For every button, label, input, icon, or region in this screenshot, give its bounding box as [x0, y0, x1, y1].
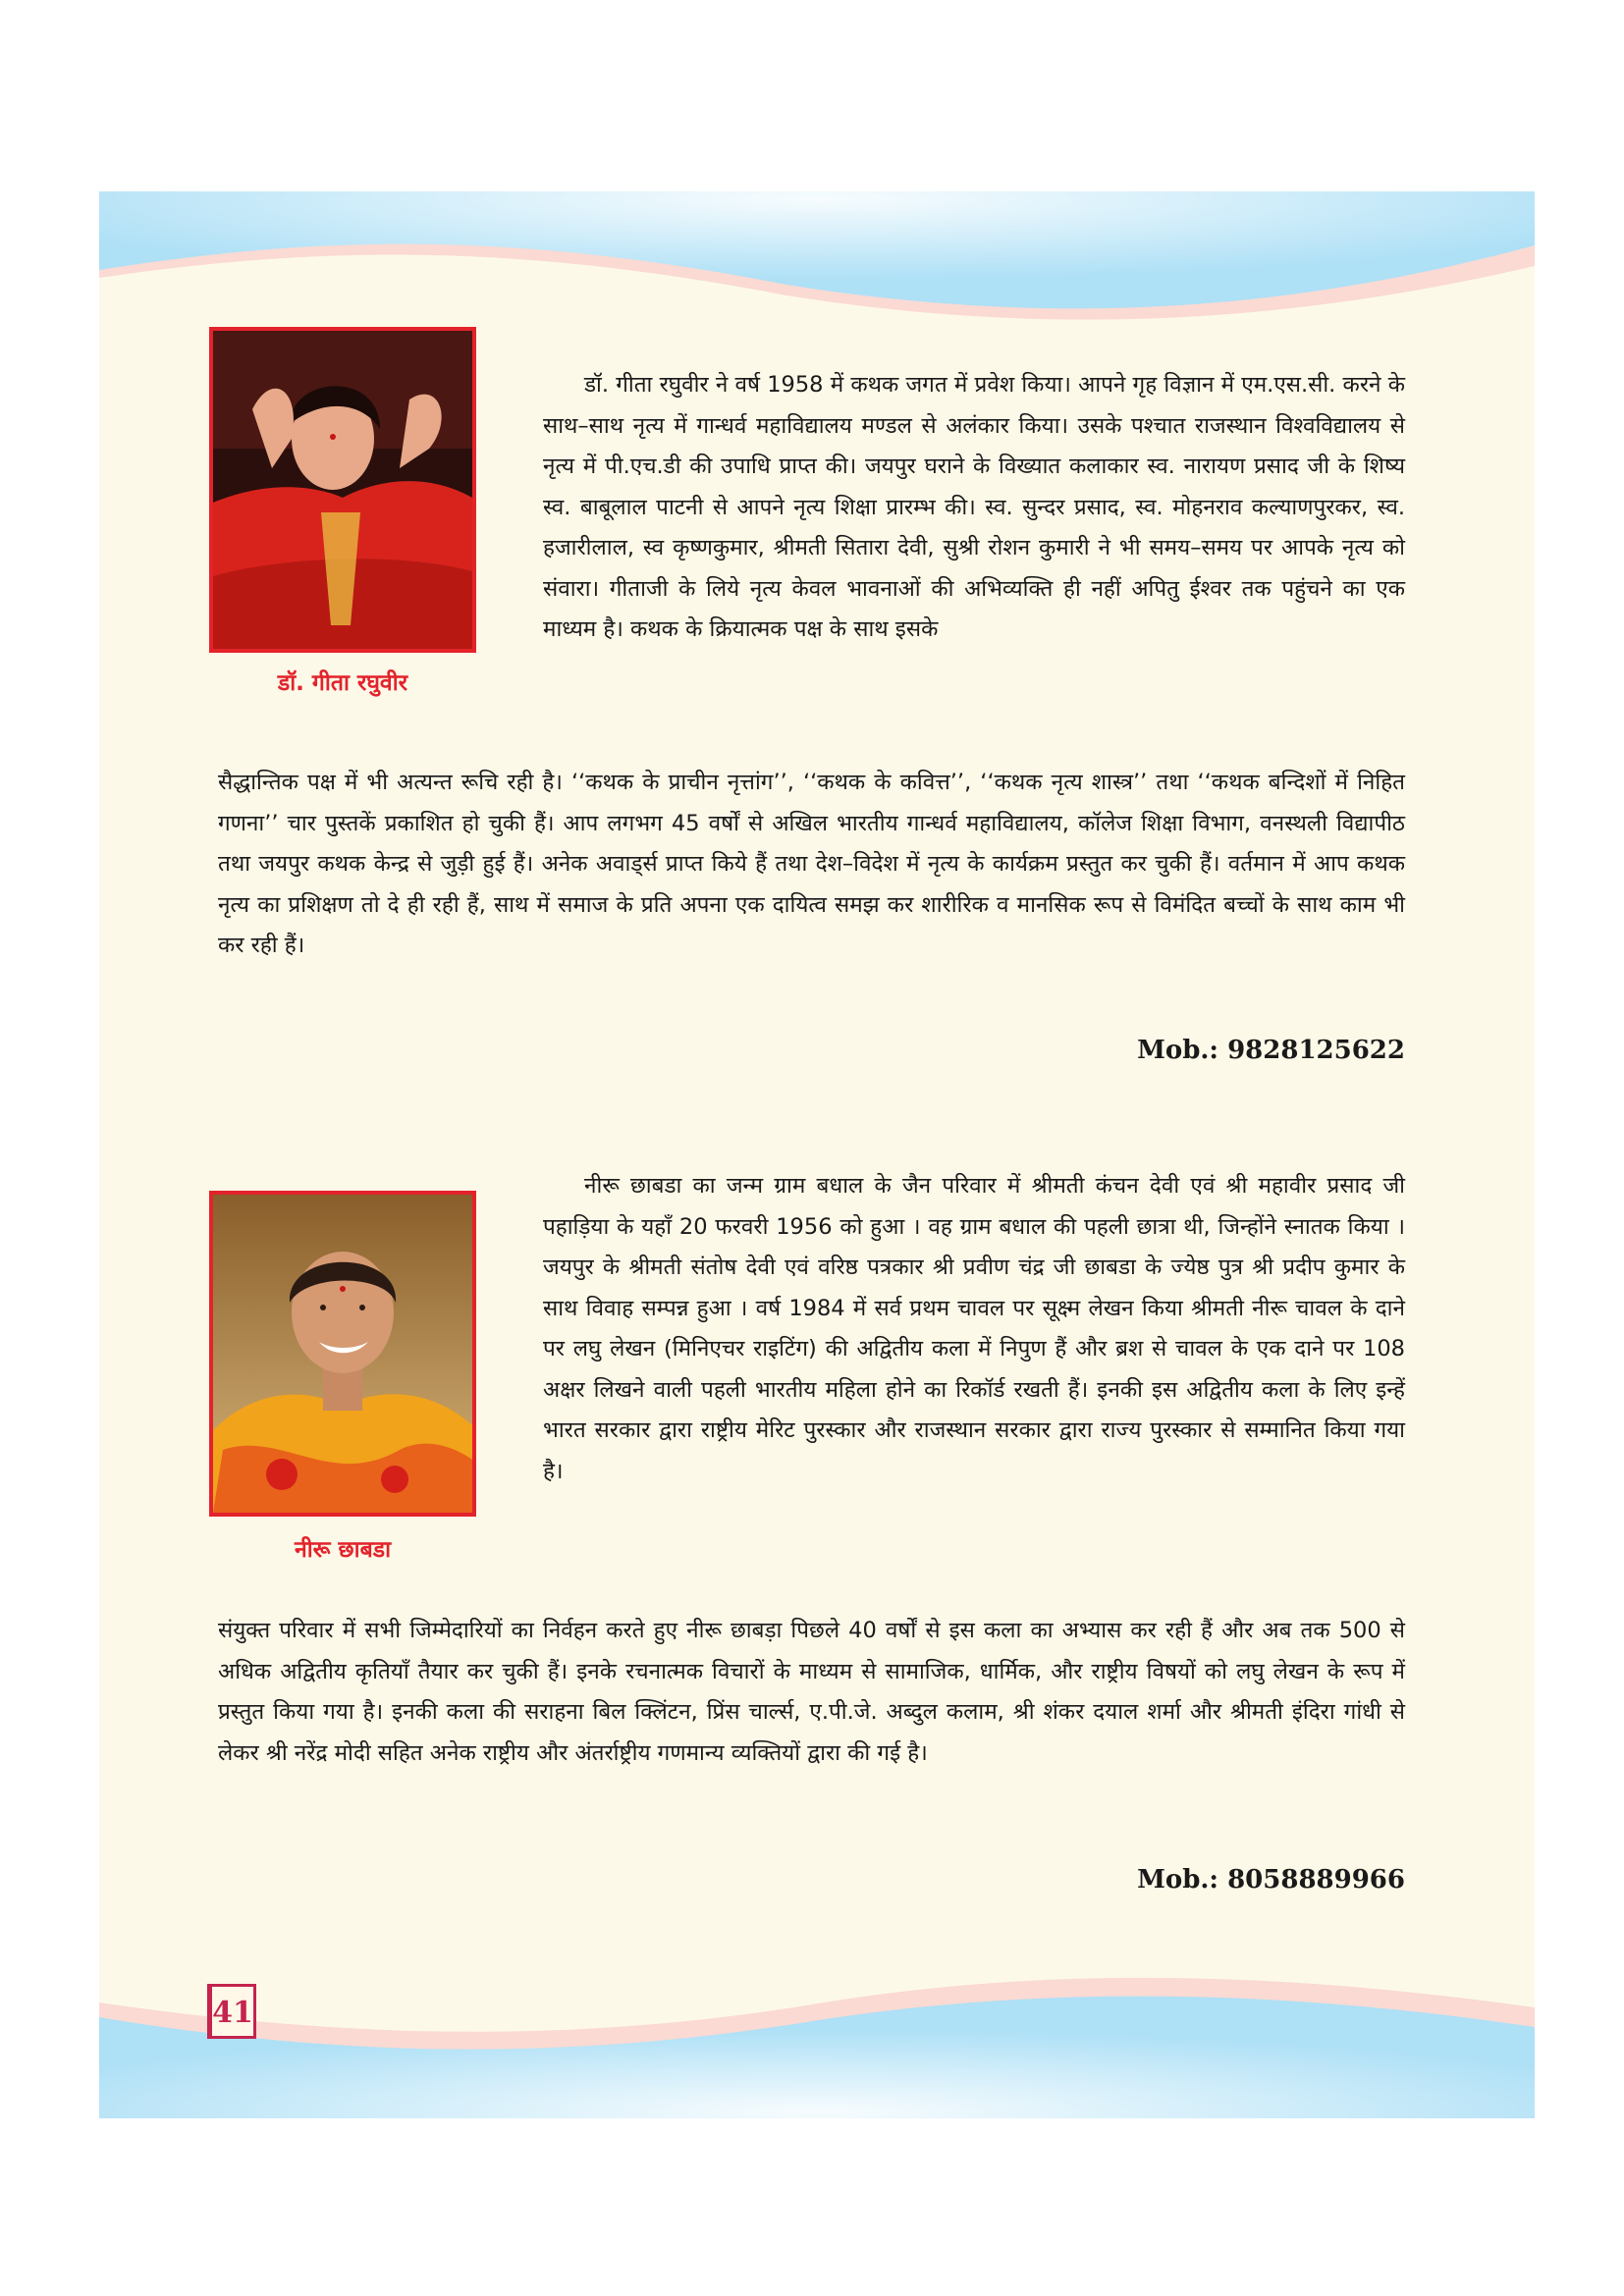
portrait-photo-2 [209, 1191, 476, 1517]
portrait-caption-1: डॉ. गीता रघुवीर [277, 670, 408, 696]
mobile-number-2: Mob.: 8058889966 [1137, 1865, 1405, 1895]
page-number: 41 [207, 1984, 256, 2039]
dancer-photo-icon [213, 331, 472, 649]
woman-portrait-icon [213, 1195, 472, 1513]
bio-paragraph-1-bottom: सैद्धान्तिक पक्ष में भी अत्यन्त रूचि रही है। ‘‘कथक के प्राचीन नृत्तांग’’, ‘‘कथक के कवित्त’’, ‘‘कथक नृत्य शास्त्र’’ तथा ‘‘कथक बन्दिशों में निहित गणना’’ चार पुस्तकें प्रकाशित हो चुकी हैं। आप लगभग 45 वर्षों से अखिल भारतीय गान्धर्व महाविद्यालय, कॉलेज शिक्षा विभाग, वनस्थली विद्यापीठ तथा जयपुर कथक केन्द्र से जुड़ी हुई हैं। अनेक अवाड्‌र्स प्राप्त किये हैं तथा देश–विदेश में नृत्य के कार्यक्रम प्रस्तुत कर चुकी हैं। वर्तमान में आप कथक नृत्य का प्रशिक्षण तो दे ही रही हैं, साथ में समाज के प्रति अपना एक दायित्व समझ कर शारीरिक व मानसिक रूप से विमंदित बच्चों के साथ काम भी कर रही हैं। [218, 770, 1405, 958]
bio-paragraph-1-top: डॉ. गीता रघुवीर ने वर्ष 1958 में कथक जगत में प्रवेश किया। आपने गृह विज्ञान में एम.एस.सी. करने के साथ–साथ नृत्य में गान्धर्व महाविद्यालय मण्डल से अलंकार किया। उसके पश्चात राजस्थान विश्वविद्यालय से नृत्य में पी.एच.डी की उपाधि प्राप्त की। जयपुर घराने के विख्यात कलाकार स्व. नारायण प्रसाद जी के शिष्य स्व. बाबूलाल पाटनी से आपने नृत्य शिक्षा प्रारम्भ की। स्व. सुन्दर प्रसाद, स्व. मोहनराव कल्याणपुरकर, स्व. हजारीलाल, स्व कृष्णकुमार, श्रीमती सितारा देवी, सुश्री रोशन कुमारी ने भी समय–समय पर आपके नृत्य को संवारा। गीताजी के लिये नृत्य केवल भावनाओं की अभिव्यक्ति ही नहीं अपितु ईश्वर तक पहुंचने का एक माध्यम है। कथक के क्रियात्मक पक्ष के साथ इसके [543, 372, 1405, 642]
portrait-photo-1 [209, 327, 476, 653]
bio-paragraph-2-bottom: संयुक्त परिवार में सभी जिम्मेदारियों का निर्वहन करते हुए नीरू छाबड़ा पिछले 40 वर्षों से इस कला का अभ्यास कर रही हैं और अब तक 500 से अधिक अद्वितीय कृतियाँ तैयार कर चुकी हैं। इनके रचनात्मक विचारों के माध्यम से सामाजिक, धार्मिक, और राष्ट्रीय विषयों को लघु लेखन के रूप में प्रस्तुत किया गया है। इनकी कला की सराहना बिल क्लिंटन, प्रिंस चार्ल्स, ए.पी.जे. अब्दुल कलाम, श्री शंकर दयाल शर्मा और श्रीमती इंदिरा गांधी से लेकर श्री नरेंद्र मोदी सहित अनेक राष्ट्रीय और अंतर्राष्ट्रीय गणमान्य व्यक्तियों द्वारा की गई है। [218, 1618, 1405, 1766]
mobile-number-1: Mob.: 9828125622 [1137, 1036, 1405, 1065]
bio-paragraph-2-top: नीरू छाबडा का जन्म ग्राम बधाल के जैन परिवार में श्रीमती कंचन देवी एवं श्री महावीर प्रसाद जी पहाड़िया के यहाँ 20 फरवरी 1956 को हुआ । वह ग्राम बधाल की पहली छात्रा थी, जिन्होंने स्नातक किया । जयपुर के श्रीमती संतोष देवी एवं वरिष्ठ पत्रकार श्री प्रवीण चंद्र जी छाबडा के ज्येष्ठ पुत्र श्री प्रदीप कुमार के साथ विवाह सम्पन्न हुआ । वर्ष 1984 में सर्व प्रथम चावल पर सूक्ष्म लेखन किया श्रीमती नीरू चावल के दाने पर लघु लेखन (मिनिएचर राइटिंग) की अद्वितीय कला में निपुण हैं और ब्रश से चावल के एक दाने पर 108 अक्षर लिखने वाली पहली भारतीय महिला होने का रिकॉर्ड रखती हैं। इनकी इस अद्वितीय कला के लिए इन्हें भारत सरकार द्वारा राष्ट्रीय मेरिट पुरस्कार और राजस्थान सरकार द्वारा राज्य पुरस्कार से सम्मानित किया गया है। [543, 1173, 1405, 1484]
portrait-caption-2: नीरू छाबडा [294, 1537, 392, 1563]
